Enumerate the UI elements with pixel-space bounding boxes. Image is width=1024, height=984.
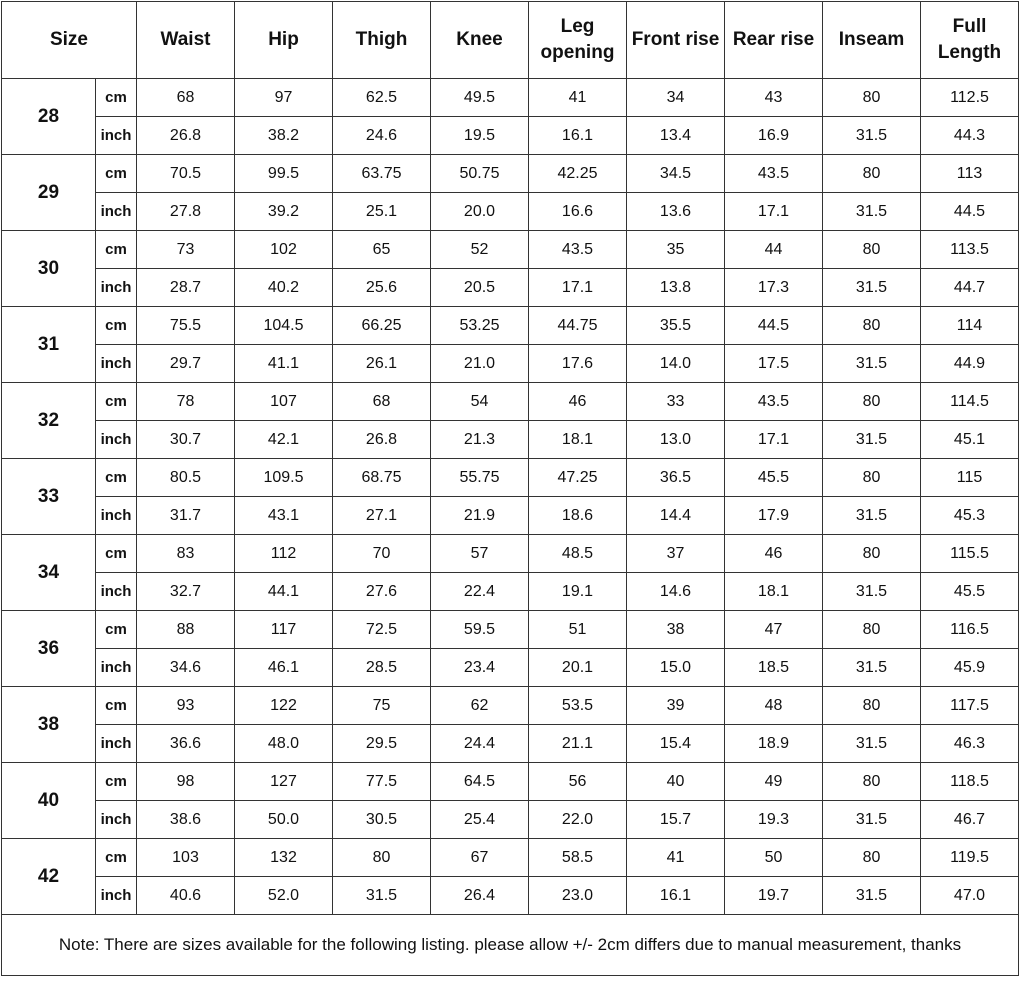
- measurement-cell: 17.6: [529, 345, 627, 383]
- unit-label: inch: [96, 345, 137, 383]
- size-cm-row: [2, 763, 1019, 801]
- measurement-cell: 66.25: [333, 307, 431, 345]
- measurement-cell: 42.1: [235, 421, 333, 459]
- measurement-cell: 27.1: [333, 497, 431, 535]
- measurement-cell: 113: [921, 155, 1019, 193]
- measurement-cell: 118.5: [921, 763, 1019, 801]
- measurement-cell: 20.0: [431, 193, 529, 231]
- measurement-cell: 30.7: [137, 421, 235, 459]
- header-label-line: Hip: [268, 29, 299, 50]
- measurement-cell: 13.8: [627, 269, 725, 307]
- measurement-cell: 36.6: [137, 725, 235, 763]
- header-cell: [235, 2, 333, 79]
- size-cm-row: [2, 535, 1019, 573]
- measurement-cell: 80: [823, 155, 921, 193]
- measurement-cell: 17.9: [725, 497, 823, 535]
- measurement-cell: 115: [921, 459, 1019, 497]
- size-cm-row: [2, 155, 1019, 193]
- measurement-cell: 88: [137, 611, 235, 649]
- measurement-cell: 17.1: [725, 193, 823, 231]
- measurement-cell: 98: [137, 763, 235, 801]
- measurement-cell: 35: [627, 231, 725, 269]
- measurement-cell: 46.7: [921, 801, 1019, 839]
- measurement-cell: 49: [725, 763, 823, 801]
- size-inch-row: [2, 345, 1019, 383]
- measurement-cell: 50: [725, 839, 823, 877]
- header-label-line: Waist: [160, 29, 211, 50]
- unit-label: cm: [96, 687, 137, 725]
- measurement-cell: 43: [725, 79, 823, 117]
- measurement-cell: 44.7: [921, 269, 1019, 307]
- header-label-line: opening: [540, 42, 615, 63]
- measurement-cell: 43.5: [725, 155, 823, 193]
- unit-label: inch: [96, 497, 137, 535]
- unit-label: cm: [96, 231, 137, 269]
- measurement-cell: 31.5: [823, 193, 921, 231]
- unit-label: inch: [96, 117, 137, 155]
- measurement-cell: 116.5: [921, 611, 1019, 649]
- measurement-cell: 34.6: [137, 649, 235, 687]
- measurement-cell: 80: [823, 383, 921, 421]
- measurement-cell: 45.5: [921, 573, 1019, 611]
- measurement-cell: 44.3: [921, 117, 1019, 155]
- measurement-cell: 70.5: [137, 155, 235, 193]
- size-label: 34: [2, 535, 96, 611]
- header-label-line: Leg: [560, 16, 595, 37]
- measurement-cell: 51: [529, 611, 627, 649]
- measurement-cell: 64.5: [431, 763, 529, 801]
- measurement-cell: 122: [235, 687, 333, 725]
- size-inch-row: [2, 573, 1019, 611]
- measurement-cell: 62: [431, 687, 529, 725]
- measurement-cell: 20.1: [529, 649, 627, 687]
- measurement-cell: 14.4: [627, 497, 725, 535]
- measurement-cell: 53.5: [529, 687, 627, 725]
- measurement-cell: 29.5: [333, 725, 431, 763]
- unit-label: inch: [96, 725, 137, 763]
- measurement-cell: 37: [627, 535, 725, 573]
- header-row: [2, 2, 1019, 79]
- unit-label: cm: [96, 763, 137, 801]
- measurement-cell: 26.8: [137, 117, 235, 155]
- measurement-cell: 30.5: [333, 801, 431, 839]
- measurement-cell: 15.0: [627, 649, 725, 687]
- measurement-cell: 24.6: [333, 117, 431, 155]
- measurement-cell: 44.1: [235, 573, 333, 611]
- measurement-cell: 41.1: [235, 345, 333, 383]
- measurement-cell: 25.6: [333, 269, 431, 307]
- measurement-cell: 13.6: [627, 193, 725, 231]
- unit-label: cm: [96, 79, 137, 117]
- measurement-cell: 47.0: [921, 877, 1019, 915]
- size-label: 36: [2, 611, 96, 687]
- measurement-cell: 31.5: [823, 117, 921, 155]
- measurement-cell: 75: [333, 687, 431, 725]
- measurement-cell: 22.4: [431, 573, 529, 611]
- measurement-cell: 19.1: [529, 573, 627, 611]
- measurement-cell: 38.6: [137, 801, 235, 839]
- measurement-cell: 80: [823, 79, 921, 117]
- measurement-cell: 52: [431, 231, 529, 269]
- measurement-cell: 26.8: [333, 421, 431, 459]
- measurement-cell: 112: [235, 535, 333, 573]
- measurement-cell: 65: [333, 231, 431, 269]
- measurement-cell: 17.1: [529, 269, 627, 307]
- measurement-cell: 21.0: [431, 345, 529, 383]
- measurement-cell: 19.5: [431, 117, 529, 155]
- measurement-cell: 70: [333, 535, 431, 573]
- unit-label: cm: [96, 155, 137, 193]
- size-cm-row: [2, 383, 1019, 421]
- measurement-cell: 72.5: [333, 611, 431, 649]
- measurement-cell: 103: [137, 839, 235, 877]
- measurement-cell: 31.5: [823, 269, 921, 307]
- size-label: 30: [2, 231, 96, 307]
- measurement-cell: 17.3: [725, 269, 823, 307]
- size-label: 33: [2, 459, 96, 535]
- measurement-cell: 68.75: [333, 459, 431, 497]
- measurement-cell: 80: [333, 839, 431, 877]
- measurement-cell: 49.5: [431, 79, 529, 117]
- measurement-cell: 107: [235, 383, 333, 421]
- measurement-cell: 46.1: [235, 649, 333, 687]
- measurement-cell: 44.5: [725, 307, 823, 345]
- measurement-cell: 80: [823, 307, 921, 345]
- size-inch-row: [2, 725, 1019, 763]
- size-cm-row: [2, 611, 1019, 649]
- measurement-cell: 47: [725, 611, 823, 649]
- measurement-cell: 50.0: [235, 801, 333, 839]
- measurement-cell: 78: [137, 383, 235, 421]
- measurement-cell: 119.5: [921, 839, 1019, 877]
- header-cell: [529, 2, 627, 79]
- unit-label: inch: [96, 877, 137, 915]
- measurement-cell: 18.1: [529, 421, 627, 459]
- size-cm-row: [2, 79, 1019, 117]
- unit-label: inch: [96, 421, 137, 459]
- measurement-cell: 38: [627, 611, 725, 649]
- measurement-cell: 45.3: [921, 497, 1019, 535]
- measurement-cell: 19.7: [725, 877, 823, 915]
- measurement-cell: 45.1: [921, 421, 1019, 459]
- measurement-cell: 31.5: [823, 497, 921, 535]
- measurement-cell: 43.5: [529, 231, 627, 269]
- measurement-cell: 132: [235, 839, 333, 877]
- measurement-cell: 14.0: [627, 345, 725, 383]
- size-inch-row: [2, 877, 1019, 915]
- measurement-cell: 58.5: [529, 839, 627, 877]
- header-label-line: Full: [952, 16, 987, 37]
- measurement-cell: 80: [823, 231, 921, 269]
- measurement-cell: 16.9: [725, 117, 823, 155]
- measurement-cell: 39.2: [235, 193, 333, 231]
- size-chart-table: [1, 1, 1019, 976]
- measurement-cell: 16.1: [627, 877, 725, 915]
- size-label: 40: [2, 763, 96, 839]
- measurement-cell: 18.6: [529, 497, 627, 535]
- measurement-cell: 24.4: [431, 725, 529, 763]
- measurement-cell: 112.5: [921, 79, 1019, 117]
- measurement-cell: 53.25: [431, 307, 529, 345]
- measurement-cell: 62.5: [333, 79, 431, 117]
- measurement-cell: 117: [235, 611, 333, 649]
- measurement-cell: 68: [137, 79, 235, 117]
- measurement-cell: 26.1: [333, 345, 431, 383]
- measurement-cell: 21.9: [431, 497, 529, 535]
- measurement-cell: 21.3: [431, 421, 529, 459]
- measurement-cell: 109.5: [235, 459, 333, 497]
- measurement-cell: 45.5: [725, 459, 823, 497]
- measurement-cell: 23.0: [529, 877, 627, 915]
- measurement-cell: 44: [725, 231, 823, 269]
- measurement-cell: 52.0: [235, 877, 333, 915]
- size-label: 31: [2, 307, 96, 383]
- measurement-cell: 77.5: [333, 763, 431, 801]
- measurement-cell: 47.25: [529, 459, 627, 497]
- header-size: Size: [2, 2, 137, 79]
- measurement-cell: 17.1: [725, 421, 823, 459]
- measurement-cell: 54: [431, 383, 529, 421]
- measurement-cell: 31.5: [823, 877, 921, 915]
- measurement-cell: 42.25: [529, 155, 627, 193]
- header-label-line: Length: [937, 42, 1002, 63]
- measurement-cell: 32.7: [137, 573, 235, 611]
- measurement-cell: 28.5: [333, 649, 431, 687]
- measurement-cell: 40.2: [235, 269, 333, 307]
- measurement-cell: 63.75: [333, 155, 431, 193]
- size-label: 38: [2, 687, 96, 763]
- measurement-cell: 56: [529, 763, 627, 801]
- measurement-cell: 31.5: [333, 877, 431, 915]
- measurement-cell: 38.2: [235, 117, 333, 155]
- measurement-cell: 27.8: [137, 193, 235, 231]
- measurement-cell: 15.4: [627, 725, 725, 763]
- unit-label: cm: [96, 307, 137, 345]
- measurement-cell: 25.4: [431, 801, 529, 839]
- header-label-line: Thigh: [355, 29, 408, 50]
- measurement-cell: 19.3: [725, 801, 823, 839]
- measurement-cell: 75.5: [137, 307, 235, 345]
- measurement-cell: 13.4: [627, 117, 725, 155]
- measurement-cell: 31.5: [823, 725, 921, 763]
- measurement-cell: 117.5: [921, 687, 1019, 725]
- size-inch-row: [2, 269, 1019, 307]
- measurement-cell: 43.1: [235, 497, 333, 535]
- size-inch-row: [2, 497, 1019, 535]
- measurement-cell: 25.1: [333, 193, 431, 231]
- measurement-cell: 55.75: [431, 459, 529, 497]
- measurement-cell: 17.5: [725, 345, 823, 383]
- header-label-line: Front rise: [631, 29, 720, 50]
- measurement-cell: 80: [823, 611, 921, 649]
- measurement-cell: 28.7: [137, 269, 235, 307]
- header-cell: [333, 2, 431, 79]
- measurement-cell: 80.5: [137, 459, 235, 497]
- measurement-cell: 21.1: [529, 725, 627, 763]
- unit-label: cm: [96, 839, 137, 877]
- header-cell: [431, 2, 529, 79]
- measurement-cell: 59.5: [431, 611, 529, 649]
- measurement-cell: 114: [921, 307, 1019, 345]
- measurement-cell: 36.5: [627, 459, 725, 497]
- measurement-cell: 97: [235, 79, 333, 117]
- measurement-cell: 99.5: [235, 155, 333, 193]
- size-cm-row: [2, 459, 1019, 497]
- measurement-cell: 45.9: [921, 649, 1019, 687]
- measurement-cell: 46: [529, 383, 627, 421]
- header-label-line: Rear rise: [732, 29, 815, 50]
- measurement-cell: 14.6: [627, 573, 725, 611]
- measurement-cell: 44.75: [529, 307, 627, 345]
- measurement-cell: 80: [823, 535, 921, 573]
- size-inch-row: [2, 117, 1019, 155]
- measurement-cell: 22.0: [529, 801, 627, 839]
- header-cell: [137, 2, 235, 79]
- measurement-cell: 40.6: [137, 877, 235, 915]
- unit-label: cm: [96, 459, 137, 497]
- measurement-cell: 29.7: [137, 345, 235, 383]
- measurement-cell: 113.5: [921, 231, 1019, 269]
- measurement-cell: 93: [137, 687, 235, 725]
- measurement-cell: 27.6: [333, 573, 431, 611]
- size-label: 42: [2, 839, 96, 915]
- size-inch-row: [2, 801, 1019, 839]
- measurement-cell: 16.1: [529, 117, 627, 155]
- header-cell: [725, 2, 823, 79]
- measurement-cell: 40: [627, 763, 725, 801]
- header-label-line: Inseam: [838, 29, 905, 50]
- measurement-cell: 31.5: [823, 573, 921, 611]
- measurement-cell: 46: [725, 535, 823, 573]
- measurement-cell: 83: [137, 535, 235, 573]
- size-cm-row: [2, 231, 1019, 269]
- measurement-cell: 73: [137, 231, 235, 269]
- unit-label: inch: [96, 801, 137, 839]
- chart-body: [2, 79, 1019, 915]
- measurement-cell: 41: [627, 839, 725, 877]
- measurement-cell: 20.5: [431, 269, 529, 307]
- measurement-cell: 23.4: [431, 649, 529, 687]
- header-label-line: Knee: [456, 29, 503, 50]
- measurement-cell: 33: [627, 383, 725, 421]
- measurement-cell: 18.5: [725, 649, 823, 687]
- measurement-cell: 15.7: [627, 801, 725, 839]
- size-label: 29: [2, 155, 96, 231]
- measurement-cell: 44.5: [921, 193, 1019, 231]
- measurement-cell: 31.7: [137, 497, 235, 535]
- measurement-cell: 39: [627, 687, 725, 725]
- measurement-cell: 67: [431, 839, 529, 877]
- measurement-cell: 115.5: [921, 535, 1019, 573]
- measurement-cell: 114.5: [921, 383, 1019, 421]
- size-inch-row: [2, 649, 1019, 687]
- unit-label: inch: [96, 269, 137, 307]
- header-cell: [921, 2, 1019, 79]
- measurement-cell: 13.0: [627, 421, 725, 459]
- unit-label: cm: [96, 611, 137, 649]
- measurement-cell: 48: [725, 687, 823, 725]
- measurement-cell: 80: [823, 459, 921, 497]
- measurement-cell: 48.0: [235, 725, 333, 763]
- measurement-cell: 35.5: [627, 307, 725, 345]
- measurement-cell: 68: [333, 383, 431, 421]
- measurement-cell: 34.5: [627, 155, 725, 193]
- measurement-cell: 18.1: [725, 573, 823, 611]
- header-cell: [627, 2, 725, 79]
- note-text: Note: There are sizes available for the following listing. please allow +/- 2cm differs due to manual measurement, thanks: [2, 915, 1019, 976]
- measurement-cell: 57: [431, 535, 529, 573]
- measurement-cell: 104.5: [235, 307, 333, 345]
- measurement-cell: 102: [235, 231, 333, 269]
- unit-label: cm: [96, 535, 137, 573]
- measurement-cell: 80: [823, 763, 921, 801]
- size-cm-row: [2, 687, 1019, 725]
- size-inch-row: [2, 421, 1019, 459]
- measurement-cell: 48.5: [529, 535, 627, 573]
- size-label: 28: [2, 79, 96, 155]
- measurement-cell: 44.9: [921, 345, 1019, 383]
- measurement-cell: 31.5: [823, 801, 921, 839]
- unit-label: inch: [96, 193, 137, 231]
- measurement-cell: 50.75: [431, 155, 529, 193]
- size-cm-row: [2, 839, 1019, 877]
- unit-label: inch: [96, 649, 137, 687]
- size-cm-row: [2, 307, 1019, 345]
- measurement-cell: 46.3: [921, 725, 1019, 763]
- measurement-cell: 31.5: [823, 421, 921, 459]
- measurement-cell: 80: [823, 687, 921, 725]
- measurement-cell: 26.4: [431, 877, 529, 915]
- measurement-cell: 34: [627, 79, 725, 117]
- measurement-cell: 18.9: [725, 725, 823, 763]
- note-row: [2, 915, 1019, 976]
- unit-label: cm: [96, 383, 137, 421]
- header-cell: [823, 2, 921, 79]
- unit-label: inch: [96, 573, 137, 611]
- measurement-cell: 41: [529, 79, 627, 117]
- size-label: 32: [2, 383, 96, 459]
- measurement-cell: 80: [823, 839, 921, 877]
- measurement-cell: 16.6: [529, 193, 627, 231]
- measurement-cell: 43.5: [725, 383, 823, 421]
- measurement-cell: 31.5: [823, 345, 921, 383]
- measurement-cell: 127: [235, 763, 333, 801]
- size-inch-row: [2, 193, 1019, 231]
- measurement-cell: 31.5: [823, 649, 921, 687]
